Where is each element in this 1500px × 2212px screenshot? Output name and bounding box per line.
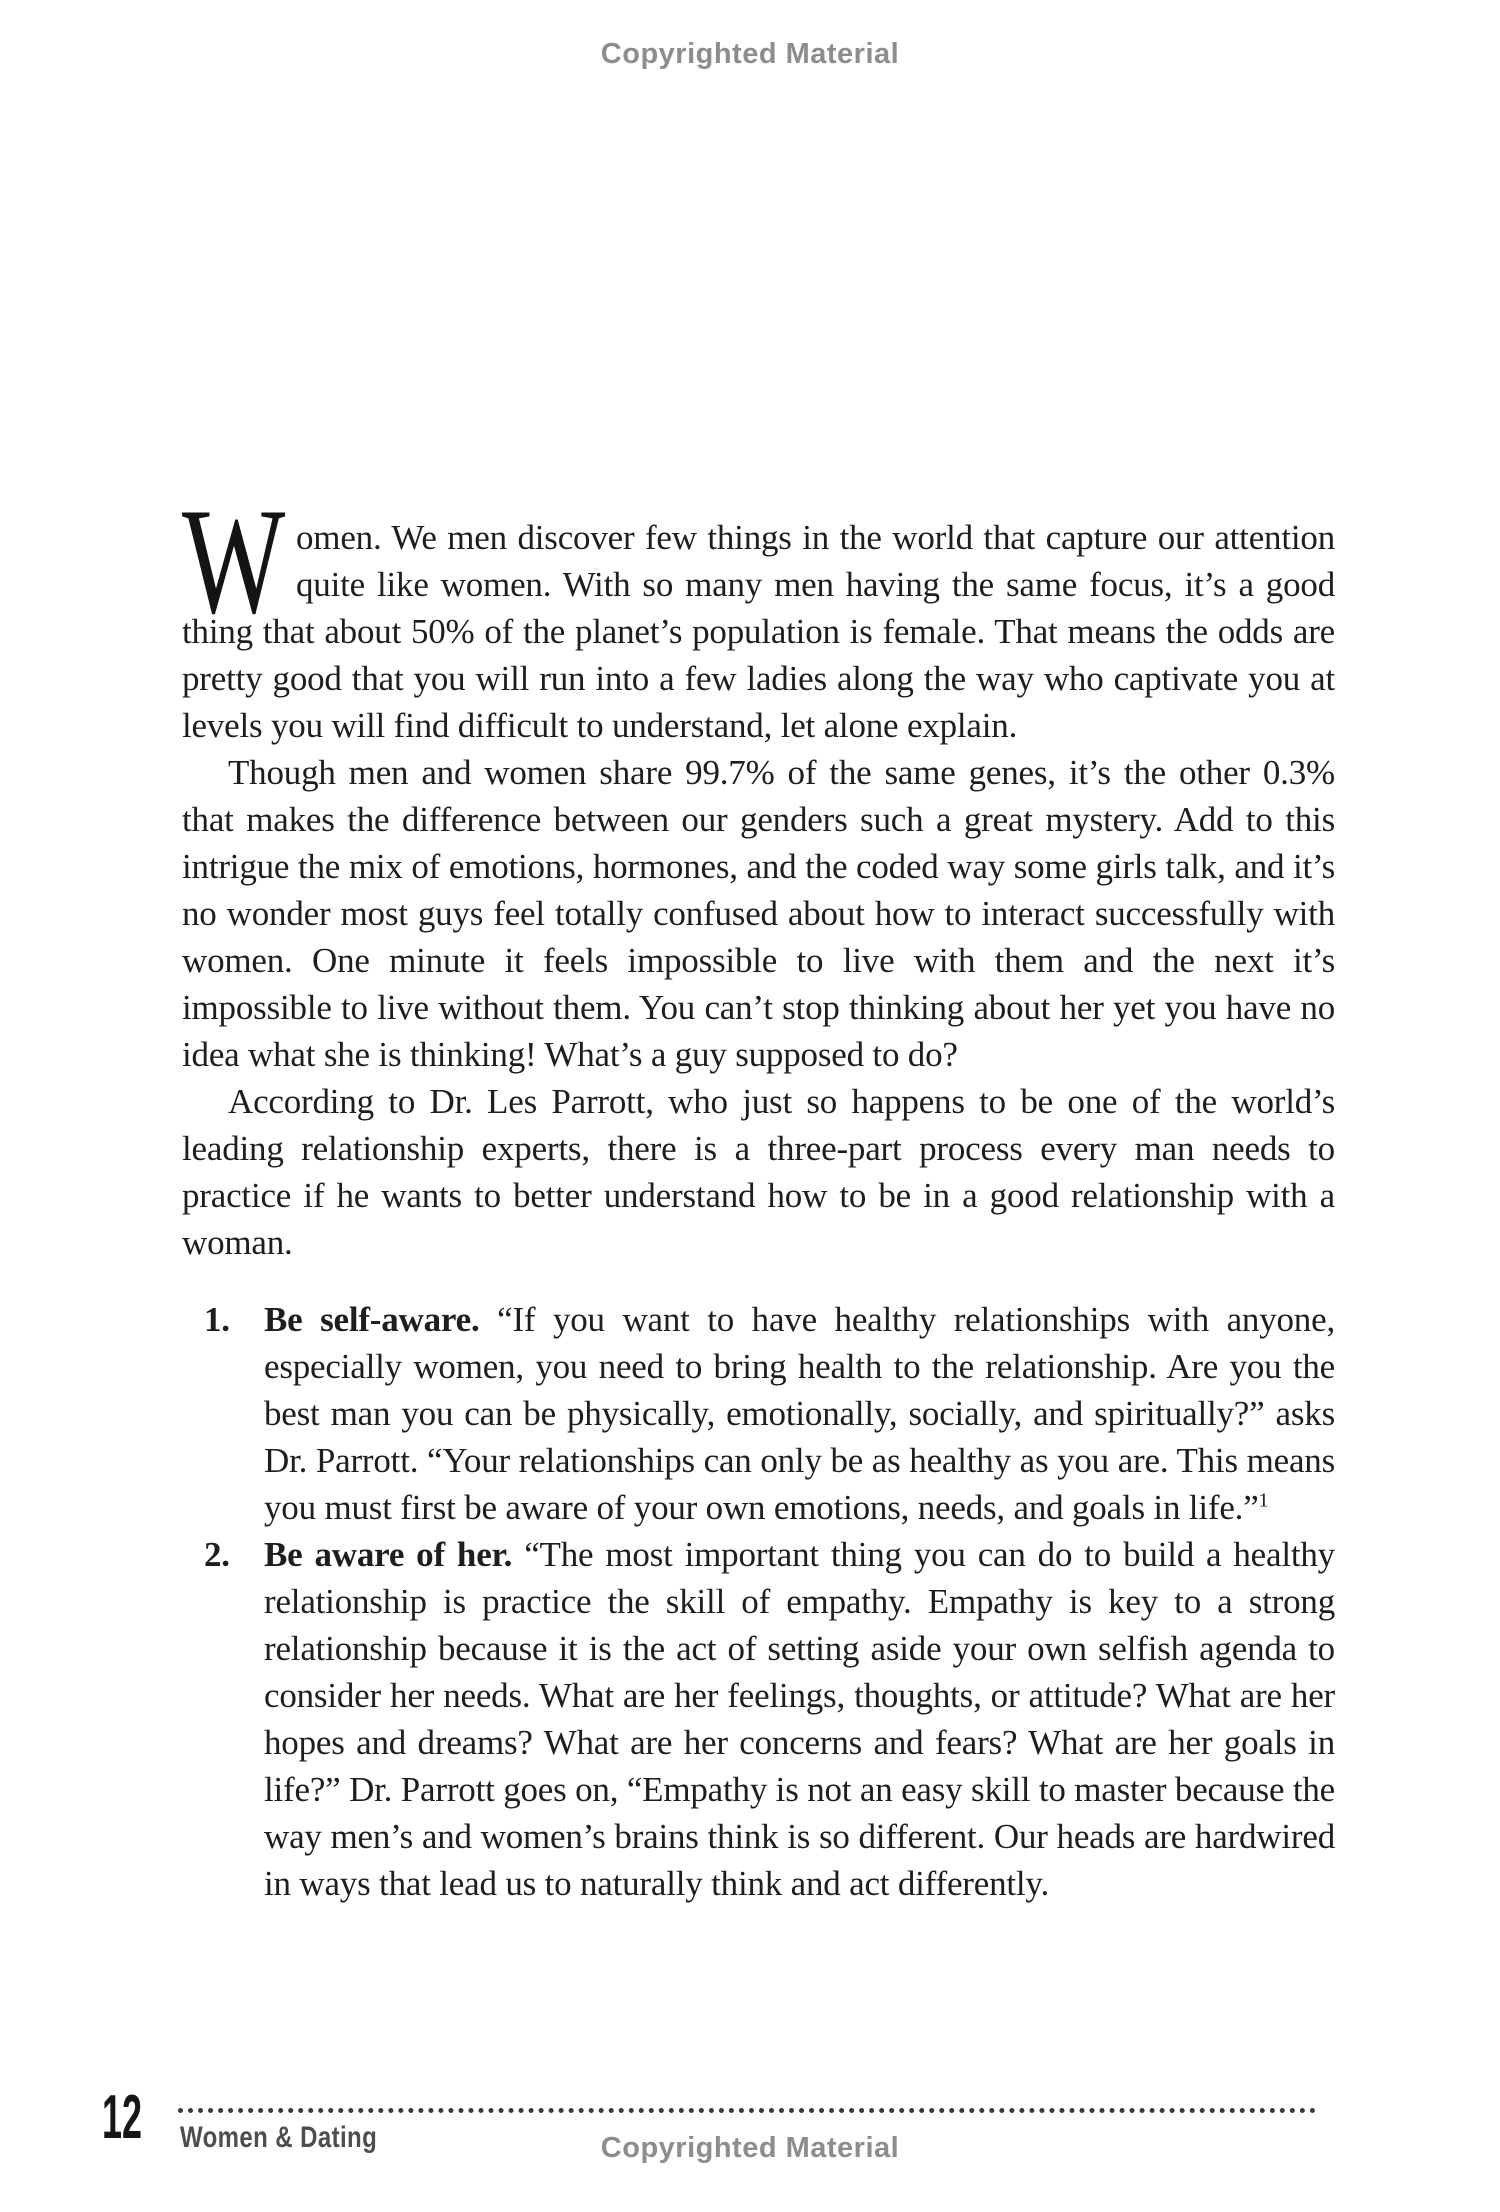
- copyright-watermark-bottom: Copyrighted Material: [600, 2132, 900, 2164]
- item-text: “The most important thing you can do to build a healthy relationship is practice the skill of empathy. Empathy is key to a strong relationship because it is the act of setting aside your own selfish agenda to consider her needs. What are her feelings, thoughts, or attitude? What are her hopes and dreams? What are her concerns and fears? What are her goals in life?” Dr. Parrott goes on, “Empathy is not an easy skill to master because the way men’s and women’s brains think is so different. Our heads are hardwired in ways that lead us to naturally think and act differently.: [264, 1535, 1335, 1903]
- paragraph-text: According to Dr. Les Parrott, who just so happens to be one of the world’s leading relationship experts, there is a three-part process every man needs to practice if he wants to better understand how to be in a good relationship with a woman.: [182, 1082, 1335, 1262]
- footer-divider: [178, 2108, 1316, 2113]
- page-body: [182, 477, 1335, 1907]
- book-title: Women & Dating: [180, 2121, 378, 2154]
- list-item: [182, 1531, 1335, 1907]
- paragraph: [182, 749, 1335, 1078]
- paragraph-text: Though men and women share 99.7% of the same genes, it’s the other 0.3% that makes the difference between our genders such a great mystery. Add to this intrigue the mix of emotions, hormones, and the coded way some girls talk, and it’s no wonder most guys feel totally confused about how to interact successfully with women. One minute it feels impossible to live with them and the next it’s impossible to live without them. You can’t stop thinking about her yet you have no idea what she is thinking! What’s a guy supposed to do?: [182, 753, 1335, 1074]
- list-item: [182, 1296, 1335, 1531]
- drop-cap: W: [182, 477, 286, 645]
- paragraph: [182, 1078, 1335, 1266]
- item-text: “If you want to have healthy relationships with anyone, especially women, you need to bring health to the relationship. Are you the best man you can be physically, emotionally, socially, and spiritually?” asks Dr. Parrott. “Your relationships can only be as healthy as you are. This means you must first be aware of your own emotions, needs, and goals in life.”: [264, 1300, 1335, 1527]
- opening-paragraph: [182, 477, 1335, 749]
- copyright-watermark-top: Copyrighted Material: [600, 38, 900, 70]
- item-number: 2.: [204, 1535, 230, 1574]
- item-lead: Be self-aware.: [264, 1300, 480, 1339]
- item-lead: Be aware of her.: [264, 1535, 513, 1574]
- footnote-ref: 1: [1258, 1489, 1269, 1512]
- page-number: 12: [102, 2083, 143, 2152]
- paragraph-text: omen. We men discover few things in the world that capture our attention quite like women. With so many men having the same focus, it’s a good thing that about 50% of the planet’s population is female. That means the odds are pretty good that you will run into a few ladies along the way who captivate you at levels you will find difficult to understand, let alone explain.: [182, 518, 1335, 745]
- item-number: 1.: [204, 1300, 230, 1339]
- numbered-list: [182, 1296, 1335, 1907]
